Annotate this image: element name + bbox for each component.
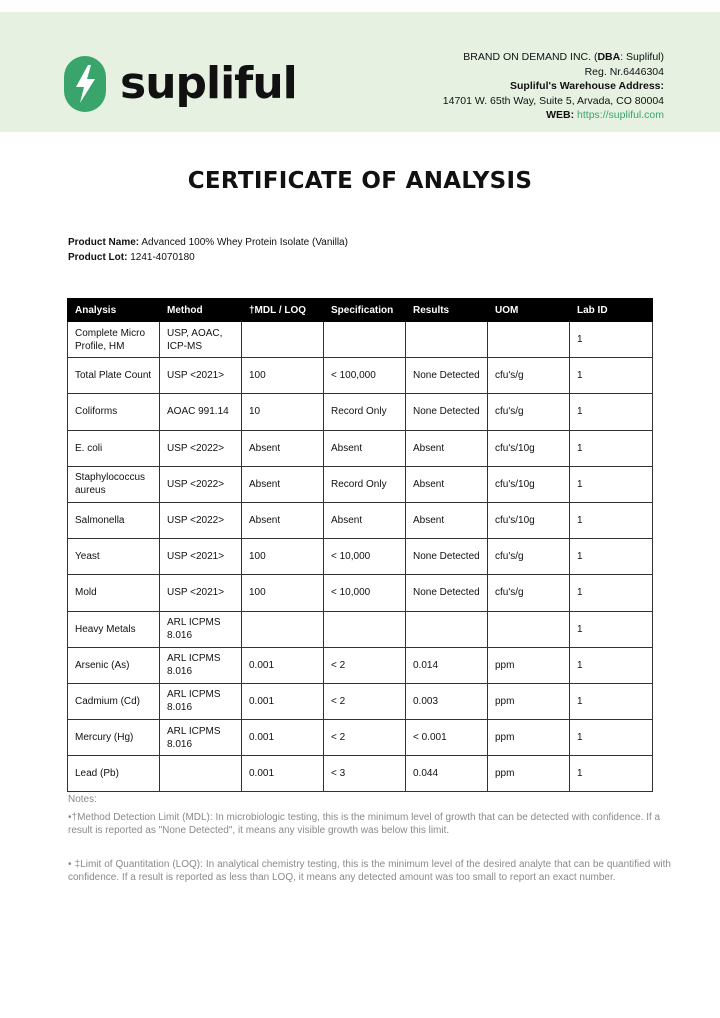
table-cell: Absent (324, 502, 406, 538)
website-link[interactable]: https://supliful.com (577, 109, 664, 122)
table-cell: USP <2022> (160, 466, 242, 502)
table-cell: USP <2021> (160, 358, 242, 394)
table-cell: < 2 (324, 720, 406, 756)
table-cell: cfu's/10g (488, 502, 570, 538)
column-header: Lab ID (570, 299, 653, 322)
warehouse-label: Supliful's Warehouse Address: (510, 80, 664, 93)
table-cell: 0.003 (406, 683, 488, 719)
table-cell: Lead (Pb) (68, 756, 160, 792)
column-header: Specification (324, 299, 406, 322)
table-cell: < 10,000 (324, 539, 406, 575)
table-row (68, 720, 653, 756)
table-cell: USP <2022> (160, 502, 242, 538)
table-cell: 1 (570, 611, 653, 647)
table-cell (406, 322, 488, 358)
table-cell: USP <2021> (160, 539, 242, 575)
table-cell: Staphylococcus aureus (68, 466, 160, 502)
table-cell: Mercury (Hg) (68, 720, 160, 756)
table-row (68, 539, 653, 575)
table-cell (242, 322, 324, 358)
table-row (68, 647, 653, 683)
table-cell: cfu's/g (488, 358, 570, 394)
table-cell: ARL ICPMS 8.016 (160, 611, 242, 647)
table-cell: 100 (242, 539, 324, 575)
table-cell (160, 756, 242, 792)
table-cell (406, 611, 488, 647)
note-mdl: •†Method Detection Limit (MDL): In microbiologic testing, this is the minimum level of growth that can be detected with confidence. If a result is reported as "None Detected", it means any visible growth was below this limit. (68, 812, 661, 836)
notes-heading: Notes: (68, 794, 97, 805)
table-row (68, 466, 653, 502)
table-cell: 1 (570, 430, 653, 466)
table-row (68, 611, 653, 647)
page-title: CERTIFICATE OF ANALYSIS (187, 168, 533, 194)
table-cell: 1 (570, 647, 653, 683)
table-cell: 0.001 (242, 756, 324, 792)
table-cell: None Detected (406, 575, 488, 611)
table-cell: USP <2022> (160, 430, 242, 466)
table-cell: Heavy Metals (68, 611, 160, 647)
lightning-bolt-icon (64, 56, 106, 112)
supliful-logo (64, 56, 297, 112)
analysis-table (67, 298, 653, 792)
table-cell: ARL ICPMS 8.016 (160, 720, 242, 756)
table-cell: Record Only (324, 466, 406, 502)
table-cell: Arsenic (As) (68, 647, 160, 683)
note-loq: • ‡Limit of Quantitation (LOQ): In analytical chemistry testing, this is the minimum level of the desired analyte that can be quantified with confidence. If a result is reported as less than LOQ, it means any detected amount was too small to report an exact number. (68, 859, 671, 883)
column-header: Results (406, 299, 488, 322)
table-cell: < 2 (324, 647, 406, 683)
table-cell (324, 611, 406, 647)
table-cell: < 100,000 (324, 358, 406, 394)
web-line: WEB: https://supliful.com (546, 109, 664, 122)
table-cell: 1 (570, 502, 653, 538)
header-band (0, 12, 720, 132)
table-row (68, 394, 653, 430)
table-cell: 100 (242, 575, 324, 611)
table-cell: 1 (570, 466, 653, 502)
table-cell: Absent (406, 430, 488, 466)
table-cell: 1 (570, 720, 653, 756)
product-lot: Product Lot: 1241-4070180 (68, 252, 195, 263)
table-cell: Absent (406, 502, 488, 538)
table-cell: 1 (570, 322, 653, 358)
column-header: Method (160, 299, 242, 322)
table-cell: Absent (406, 466, 488, 502)
table-cell: None Detected (406, 358, 488, 394)
table-cell (324, 322, 406, 358)
table-row (68, 756, 653, 792)
table-cell: 10 (242, 394, 324, 430)
table-cell: 1 (570, 683, 653, 719)
table-cell: USP <2021> (160, 575, 242, 611)
table-cell: 0.001 (242, 647, 324, 683)
table-row (68, 502, 653, 538)
table-cell: < 10,000 (324, 575, 406, 611)
table-cell: E. coli (68, 430, 160, 466)
column-header: †MDL / LOQ (242, 299, 324, 322)
table-cell: < 0.001 (406, 720, 488, 756)
table-cell (488, 322, 570, 358)
table-cell: 1 (570, 539, 653, 575)
table-cell (242, 611, 324, 647)
table-row (68, 683, 653, 719)
table-cell: 1 (570, 394, 653, 430)
table-cell: 100 (242, 358, 324, 394)
warehouse-address: 14701 W. 65th Way, Suite 5, Arvada, CO 80004 (442, 94, 664, 107)
table-cell: 0.014 (406, 647, 488, 683)
table-cell: 0.001 (242, 683, 324, 719)
table-cell: Record Only (324, 394, 406, 430)
company-info (443, 50, 664, 123)
table-cell: Coliforms (68, 394, 160, 430)
table-cell: 0.001 (242, 720, 324, 756)
table-cell: Yeast (68, 539, 160, 575)
product-name: Product Name: Advanced 100% Whey Protein Isolate (Vanilla) (68, 237, 348, 248)
column-header: UOM (488, 299, 570, 322)
registration-number: Reg. Nr.6446304 (584, 65, 664, 78)
table-cell: Mold (68, 575, 160, 611)
product-info (68, 235, 348, 265)
table-header-row (68, 299, 653, 322)
table-cell: ARL ICPMS 8.016 (160, 647, 242, 683)
table-cell: cfu's/g (488, 394, 570, 430)
table-row (68, 575, 653, 611)
brand-name: supliful (120, 58, 297, 109)
table-cell: AOAC 991.14 (160, 394, 242, 430)
table-cell: None Detected (406, 394, 488, 430)
table-cell: ppm (488, 720, 570, 756)
table-cell: 1 (570, 575, 653, 611)
table-cell: Cadmium (Cd) (68, 683, 160, 719)
table-cell: cfu's/g (488, 575, 570, 611)
column-header: Analysis (68, 299, 160, 322)
table-cell: cfu's/10g (488, 430, 570, 466)
table-cell: ppm (488, 683, 570, 719)
table-row (68, 358, 653, 394)
table-row (68, 430, 653, 466)
table-cell: 1 (570, 756, 653, 792)
table-cell: USP, AOAC, ICP-MS (160, 322, 242, 358)
table-cell: Absent (242, 502, 324, 538)
notes-section (68, 794, 671, 884)
table-cell: Total Plate Count (68, 358, 160, 394)
table-cell: cfu's/10g (488, 466, 570, 502)
table-cell (488, 611, 570, 647)
table-cell: Absent (242, 466, 324, 502)
table-cell: ppm (488, 647, 570, 683)
table-cell: 0.044 (406, 756, 488, 792)
company-line: BRAND ON DEMAND INC. (DBA: Supliful) (463, 51, 664, 63)
table-cell: cfu's/g (488, 539, 570, 575)
table-cell: 1 (570, 358, 653, 394)
table-cell: None Detected (406, 539, 488, 575)
table-cell: < 3 (324, 756, 406, 792)
table-cell: Complete Micro Profile, HM (68, 322, 160, 358)
table-cell: Absent (242, 430, 324, 466)
table-cell: ppm (488, 756, 570, 792)
table-cell: ARL ICPMS 8.016 (160, 683, 242, 719)
table-row (68, 322, 653, 358)
table-cell: Salmonella (68, 502, 160, 538)
table-cell: < 2 (324, 683, 406, 719)
table-cell: Absent (324, 430, 406, 466)
